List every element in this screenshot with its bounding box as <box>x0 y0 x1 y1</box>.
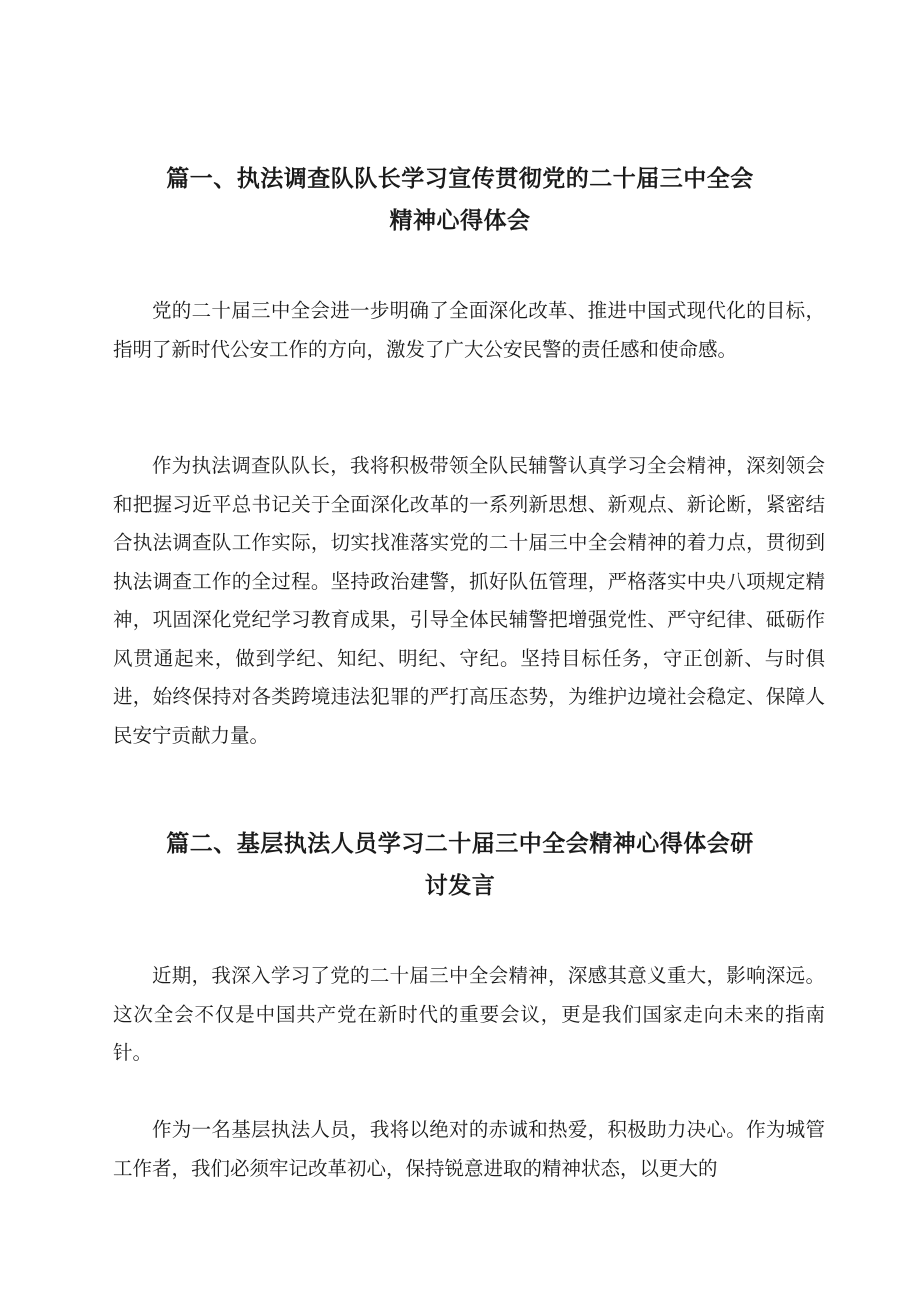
section-1-paragraph-1: 党的二十届三中全会进一步明确了全面深化改革、推进中国式现代化的目标，指明了新时代公安工作的方向，激发了广大公安民警的责任感和使命感。 <box>113 299 825 361</box>
section-2-title <box>110 823 810 907</box>
section-2-title-line-2: 讨发言 <box>424 873 496 899</box>
section-2-paragraph-2: 作为一名基层执法人员，我将以绝对的赤诚和热爱，积极助力决心。作为城管工作者，我们必须牢记改革初心，保持锐意进取的精神状态，以更大的 <box>113 1118 825 1180</box>
section-2-paragraph-1: 近期，我深入学习了党的二十届三中全会精神，深感其意义重大，影响深远。这次全会不仅是中国共产党在新时代的重要会议，更是我们国家走向未来的指南针。 <box>113 964 825 1064</box>
section-1-title-line-1: 篇一、执法调查队队长学习宣传贯彻党的二十届三中全会 <box>166 166 754 192</box>
section-1-title <box>110 158 810 242</box>
section-2-title-line-1: 篇二、基层执法人员学习二十届三中全会精神心得体会研 <box>166 831 754 857</box>
section-1-title-line-2: 精神心得体会 <box>389 208 531 234</box>
section-1-paragraph-2: 作为执法调查队队长，我将积极带领全队民辅警认真学习全会精神，深刻领会和把握习近平总书记关于全面深化改革的一系列新思想、新观点、新论断，紧密结合执法调查队工作实际，切实找准落实党的二十届三中全会精神的着力点，贯彻到执法调查工作的全过程。坚持政治建警，抓好队伍管理，严格落实中央八项规定精神，巩固深化党纪学习教育成果，引导全体民辅警把增强党性、严守纪律、砥砺作风贯通起来，做到学纪、知纪、明纪、守纪。坚持目标任务，守正创新、与时俱进，始终保持对各类跨境违法犯罪的严打高压态势，为维护边境社会稳定、保障人民安宁贡献力量。 <box>113 454 825 747</box>
